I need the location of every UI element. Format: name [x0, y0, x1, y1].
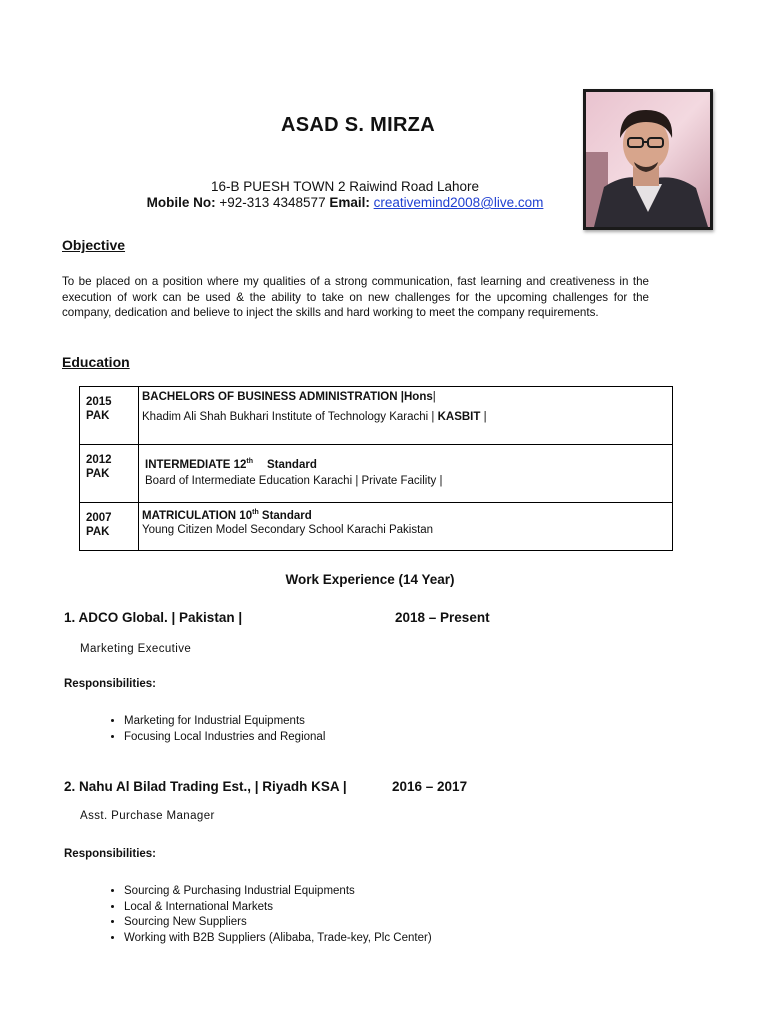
education-year-cell	[80, 503, 139, 551]
degree-superscript: th	[246, 458, 253, 465]
job-dates: 2016 – 2017	[392, 779, 468, 794]
institute: Young Citizen Model Secondary School Karachi Pakistan	[142, 523, 434, 536]
mobile-label: Mobile No:	[146, 195, 216, 210]
education-heading: Education	[62, 354, 130, 370]
address: 16-B PUESH TOWN 2 Raiwind Road Lahore	[210, 179, 480, 194]
education-year-cell	[80, 445, 139, 503]
education-year: 2012	[86, 454, 112, 466]
education-row	[80, 387, 673, 445]
list-item: • Sourcing New Suppliers	[124, 915, 432, 931]
list-item: • Local & International Markets	[124, 900, 432, 916]
education-year: 2007	[86, 512, 112, 524]
responsibilities-label: Responsibilities:	[64, 678, 157, 690]
responsibilities-list	[81, 884, 432, 946]
institute-end: |	[483, 411, 487, 423]
job-role: Marketing Executive	[80, 643, 192, 655]
objective-text: To be placed on a position where my qualities of a strong communication, fast learning and creativeness in the execution of work can be used & the ability to take on new challenges for the upcoming challenges for the company, dedication and believe to inject the skills and hard working to meet the company requirements.	[62, 275, 649, 319]
degree-title-text: INTERMEDIATE 12	[145, 458, 247, 471]
degree-title-rest: Standard	[267, 458, 317, 471]
degree-title	[142, 506, 672, 523]
degree-title-rest: Standard	[258, 509, 312, 522]
degree-title-end: |	[432, 391, 436, 403]
education-country: PAK	[86, 468, 110, 480]
responsibilities-label: Responsibilities:	[64, 848, 157, 860]
degree-title	[142, 390, 672, 404]
objective-heading: Objective	[62, 237, 126, 253]
education-detail-cell	[139, 445, 673, 503]
institute-name: Khadim Ali Shah Bukhari Institute of Technology Karachi |	[142, 411, 435, 423]
job-role: Asst. Purchase Manager	[80, 810, 215, 822]
education-country: PAK	[86, 410, 110, 422]
education-table	[79, 386, 673, 551]
candidate-name: ASAD S. MIRZA	[281, 114, 435, 136]
institute-short: KASBIT	[437, 411, 481, 423]
email-link[interactable]: creativemind2008@live.com	[373, 195, 544, 210]
institute	[142, 410, 672, 424]
degree-title-text: MATRICULATION 10	[142, 509, 253, 522]
education-year-cell	[80, 387, 139, 445]
degree-superscript: th	[252, 509, 259, 516]
education-row	[80, 445, 673, 503]
degree-title-text: BACHELORS OF BUSINESS ADMINISTRATION |	[142, 391, 404, 403]
education-year: 2015	[86, 396, 112, 408]
responsibilities-list	[81, 714, 325, 745]
mobile-number: +92-313 4348577	[219, 195, 326, 210]
job-title: 2. Nahu Al Bilad Trading Est., | Riyadh KSA |	[64, 779, 347, 794]
list-item: • Focusing Local Industries and Regional	[124, 730, 325, 746]
degree-tag: Hons	[403, 391, 433, 403]
job-dates: 2018 – Present	[395, 610, 490, 625]
education-row	[80, 503, 673, 551]
degree-title	[145, 455, 672, 472]
education-detail-cell	[139, 503, 673, 551]
contact-line	[0, 195, 690, 210]
job-title: 1. ADCO Global. | Pakistan |	[64, 610, 243, 625]
education-country: PAK	[86, 526, 110, 538]
institute: Board of Intermediate Education Karachi | Private Facility |	[145, 474, 443, 487]
list-item: • Marketing for Industrial Equipments	[124, 714, 325, 730]
education-detail-cell	[139, 387, 673, 445]
work-experience-heading: Work Experience (14 Year)	[285, 572, 455, 587]
email-label: Email:	[329, 195, 370, 210]
list-item: • Sourcing & Purchasing Industrial Equipments	[124, 884, 432, 900]
list-item: • Working with B2B Suppliers (Alibaba, Trade-key, Plc Center)	[124, 931, 432, 947]
